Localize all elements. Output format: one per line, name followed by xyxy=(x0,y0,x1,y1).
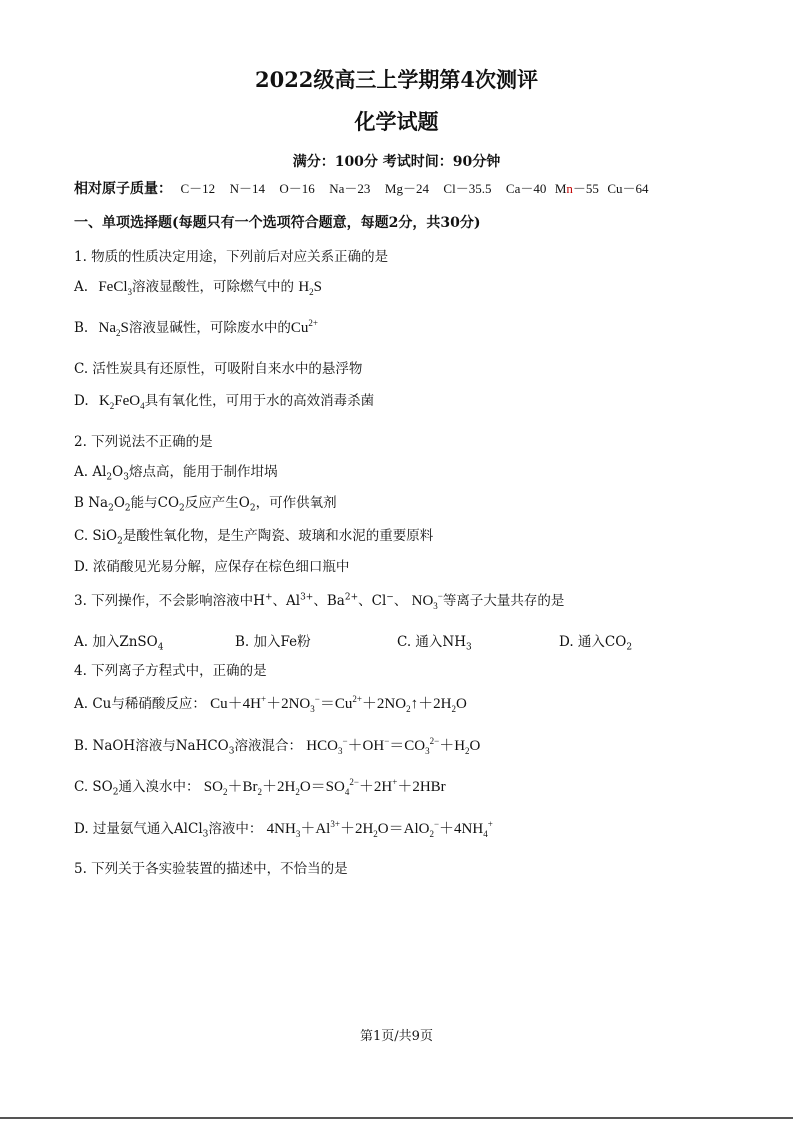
mass-ca: Ca－40 xyxy=(505,181,547,196)
q1-option-d: D. $K_2FeO_4$具有氧化性，可用于水的高效消毒杀菌 xyxy=(74,393,375,411)
bottom-divider xyxy=(0,1117,793,1119)
atomic-mass-line xyxy=(74,178,649,198)
q3-stem: 3. 下列操作，不会影响溶液中H+、$Al^{3+}$、$Ba^{2+}$、Cl−、 $NO_3^-$等离子大量共存的是 xyxy=(74,591,565,611)
q4-stem: 4. 下列离子方程式中，正确的是 xyxy=(74,663,267,679)
q4-equation-a: $Cu+4H^++2NO_3^-=Cu^{2+}+2NO_2↑+2H_2O$ xyxy=(210,694,467,714)
q2-option-a: A. $Al_2O_3$熔点高，能用于制作坩埚 xyxy=(74,464,278,483)
q3-option-a: A. 加入ZnSO$_4$ xyxy=(74,634,164,653)
q4-option-b: B. NaOH溶液与NaHCO$_3$溶液混合： $HCO_3^-+OH^-=CO_3^{2-}+H_2O$ xyxy=(74,736,481,757)
q3-option-d: D. 通入$CO_2$ xyxy=(559,634,633,653)
q1-option-c: C. 活性炭具有还原性，可吸附自来水中的悬浮物 xyxy=(74,361,363,377)
q1-stem: 1. 物质的性质决定用途，下列前后对应关系正确的是 xyxy=(74,249,389,265)
q1-option-a: A. FeCl$_3$溶液显酸性，可除燃气中的 $H_2S$ xyxy=(74,279,323,297)
q2-option-d: D. 浓硝酸见光易分解，应保存在棕色细口瓶中 xyxy=(74,559,350,575)
mass-cu: Cu－64 xyxy=(607,181,649,196)
page-number: 第1页/共9页 xyxy=(360,1029,433,1044)
q3-option-c: C. 通入$NH_3$ xyxy=(397,634,472,653)
q2-option-b: B $Na_2O_2$能与$CO_2$反应产生$O_2$，可作供氧剂 xyxy=(74,495,337,514)
mass-c: C－12 xyxy=(180,181,216,196)
q2-option-c: C. SiO$_2$是酸性氧化物，是生产陶瓷、玻璃和水泥的重要原料 xyxy=(74,528,434,547)
mass-mn: Mn－55 xyxy=(554,181,599,196)
q1-option-b: B. $Na_2S$溶液显碱性，可除废水中的$Cu^{2+}$ xyxy=(74,318,318,338)
q4-option-a: A. Cu与稀硝酸反应： $Cu+4H^++2NO_3^-=Cu^{2+}+2NO_2↑+2H_2O$ xyxy=(74,694,467,714)
mass-o: O－16 xyxy=(279,181,315,196)
q2-stem: 2. 下列说法不正确的是 xyxy=(74,434,213,450)
q5-stem: 5. 下列关于各实验装置的描述中，不恰当的是 xyxy=(74,861,348,877)
exam-info: 满分：100分 考试时间：90分钟 xyxy=(292,154,501,170)
mass-mg: Mg－24 xyxy=(384,181,429,196)
q4-option-c: C. $SO_2$通入溴水中： $SO_2+Br_2+2H_2O=SO_4^{2-}+2H^++2HBr$ xyxy=(74,777,446,798)
q3-option-b: B. 加入Fe粉 xyxy=(235,634,311,650)
atomic-mass-label: 相对原子质量： xyxy=(74,181,172,197)
mass-na: Na－23 xyxy=(329,181,371,196)
q4-equation-b: $HCO_3^-+OH^-=CO_3^{2-}+H_2O$ xyxy=(306,736,481,756)
q4-equation-c: $SO_2+Br_2+2H_2O=SO_4^{2-}+2H^++2HBr$ xyxy=(203,777,446,797)
exam-title: 2022级高三上学期第4次测评 xyxy=(254,67,539,92)
subject-title: 化学试题 xyxy=(354,109,439,134)
mass-cl: Cl－35.5 xyxy=(443,181,492,196)
q4-option-d: D. 过量氨气通入AlCl$_3$溶液中： $4NH_3+Al^{3+}+2H_2O=AlO_2^-+4NH_4^+$ xyxy=(74,819,493,840)
mass-n: N－14 xyxy=(229,181,265,196)
section-heading: 一、单项选择题(每题只有一个选项符合题意，每题2分，共30分) xyxy=(74,215,481,231)
q4-equation-d: $4NH_3+Al^{3+}+2H_2O=AlO_2^-+4NH_4^+$ xyxy=(266,819,493,839)
